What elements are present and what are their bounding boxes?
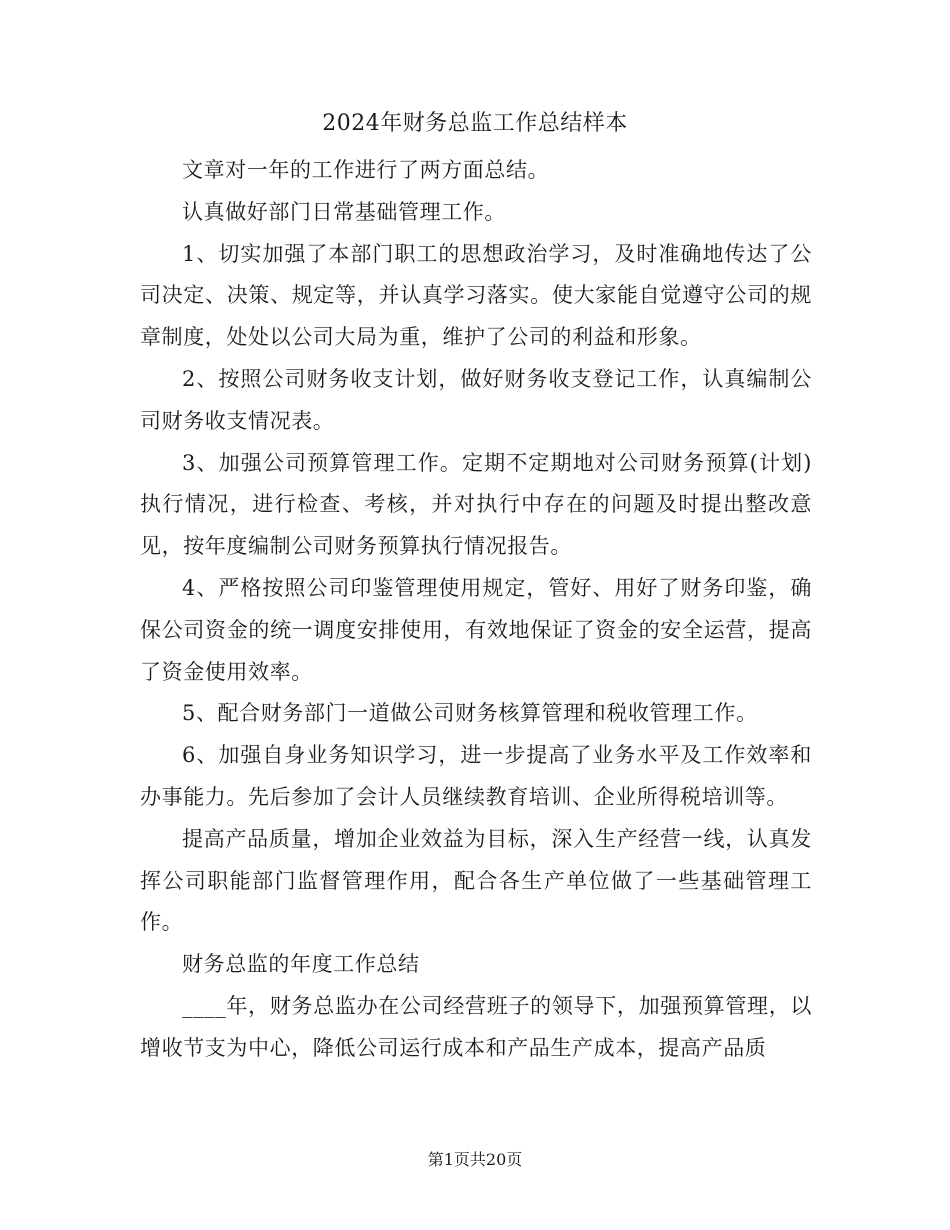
paragraph: ____年，财务总监办在公司经营班子的领导下，加强预算管理，以增收节支为中心，降低公司运行成本和产品生产成本，提高产品质 [140,993,812,1060]
paragraph: 财务总监的年度工作总结 [182,952,420,977]
paragraph: 认真做好部门日常基础管理工作。 [182,199,506,224]
paragraph: 提高产品质量，增加企业效益为目标，深入生产经营一线，认真发挥公司职能部门监督管理作用，配合各生产单位做了一些基础管理工作。 [140,826,812,935]
document-title: 2024年财务总监工作总结样本 [322,111,628,136]
page-number-footer: 第1页共20页 [427,1150,523,1169]
document-body [140,150,812,1070]
paragraph: 6、加强自身业务知识学习，进一步提高了业务水平及工作效率和办事能力。先后参加了会计人员继续教育培训、企业所得税培训等。 [140,743,812,809]
paragraph: 2、按照公司财务收支计划，做好财务收支登记工作，认真编制公司财务收支情况表。 [140,366,812,433]
paragraph: 5、配合财务部门一道做公司财务核算管理和税收管理工作。 [182,701,758,726]
paragraph: 1、切实加强了本部门职工的思想政治学习，及时准确地传达了公司决定、决策、规定等，并认真学习落实。使大家能自觉遵守公司的规章制度，处处以公司大局为重，维护了公司的利益和形象。 [140,241,812,350]
paragraph: 文章对一年的工作进行了两方面总结。 [182,158,550,182]
paragraph: 3、加强公司预算管理工作。定期不定期地对公司财务预算(计划)执行情况，进行检查、考核，并对执行中存在的问题及时提出整改意见，按年度编制公司财务预算执行情况报告。 [140,450,812,559]
paragraph: 4、严格按照公司印鉴管理使用规定，管好、用好了财务印鉴，确保公司资金的统一调度安排使用，有效地保证了资金的安全运营，提高了资金使用效率。 [140,575,812,684]
